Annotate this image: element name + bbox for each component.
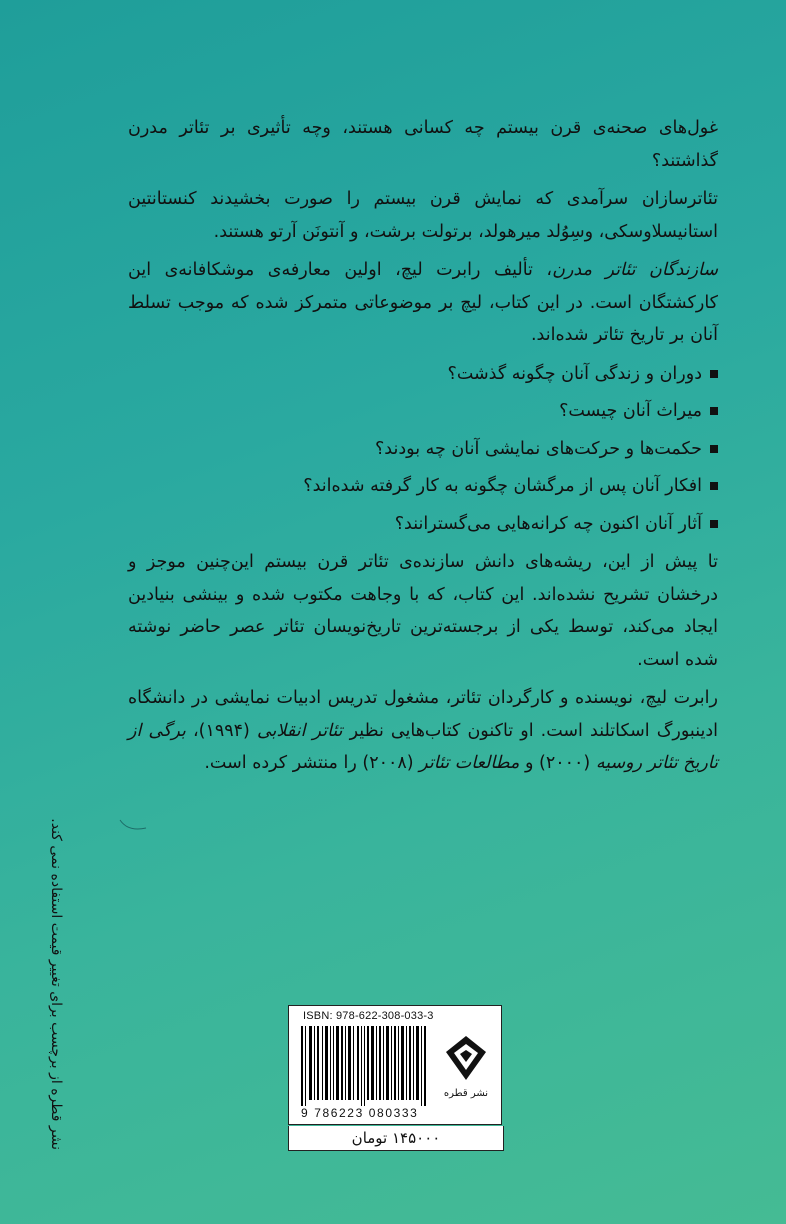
price-label: ۱۴۵۰۰۰ تومان (288, 1126, 504, 1151)
isbn-label: ISBN: 978-622-308-033-3 (303, 1010, 434, 1022)
list-item: آثار آنان اکنون چه کرانه‌هایی می‌گسترانند؟ (128, 508, 718, 541)
list-item: میراث آنان چیست؟ (128, 395, 718, 428)
book-title: سازندگان تئاتر مدرن (552, 260, 719, 280)
closing-paragraph: تا پیش از این، ریشه‌های دانش سازنده‌ی تئاتر قرن بیستم این‌چنین موجز و درخشان تشریح نشده‌اند. این کتاب، که با وجاهت مکتوب شده و بینشی بنیادین ایجاد می‌کند، توسط یکی از برجسته‌ترین تاریخ‌نویسان تئاتر عصر حاضر نوشته شده است. (128, 552, 718, 670)
book-summary-rest: ، تألیف رابرت لیچ، اولین معارفه‌ی موشکافانه‌ی این کارکشتگان است. در این کتاب، لیچ بر موضوعاتی متمرکز شده که موجب تسلط آنان بر تاریخ تئاتر شده‌اند. (128, 260, 718, 345)
square-bullet-icon (710, 370, 718, 378)
barcode-number: 9 786223 080333 (301, 1106, 419, 1120)
back-cover-text (128, 112, 718, 786)
square-bullet-icon (710, 445, 718, 453)
list-item: دوران و زندگی آنان چگونه گذشت؟ (128, 358, 718, 391)
book-title-theatre-studies: مطالعات تئاتر (419, 753, 520, 773)
book-title-russian-theatre: برگی از تاریخ تئاتر روسیه (128, 720, 718, 773)
barcode (301, 1026, 429, 1106)
barcode-box (288, 1005, 502, 1125)
publisher-logo-icon (444, 1034, 488, 1082)
publisher-name: نشر قطره (443, 1088, 489, 1099)
book-title-revolutionary-theatre: تئاتر انقلابی (256, 720, 343, 741)
intro-question: غول‌های صحنه‌ی قرن بیستم چه کسانی هستند، وچه تأثیری بر تئاتر مدرن گذاشتند؟ (128, 118, 718, 171)
price-label-note: نشر قطره از برچسب برای تغییر قیمت استفاده نمی کند. (48, 818, 64, 1150)
publisher-logo (439, 1034, 493, 1099)
square-bullet-icon (710, 520, 718, 528)
book-summary (128, 254, 718, 352)
square-bullet-icon (710, 407, 718, 415)
list-item: حکمت‌ها و حرکت‌های نمایشی آنان چه بودند؟ (128, 433, 718, 466)
author-bio: رابرت لیچ، نویسنده و کارگردان تئاتر، مشغول تدریس ادبیات نمایشی در دانشگاه ادینبورگ اسکاتلند است. او تاکنون کتاب‌هایی نظیر تئاتر انقلابی (۱۹۹۴)، برگی از تاریخ تئاتر روسیه (۲۰۰۰) و مطالعات تئاتر (۲۰۰۸) را منتشر کرده است. (128, 688, 718, 773)
square-bullet-icon (710, 482, 718, 490)
intro-paragraph: تئاترسازان سرآمدی که نمایش قرن بیستم را صورت بخشیدند کنستانتین استانیسلاوسکی، وسِوُلد میرهولد، برتولت برشت، و آنتونَن آرتو هستند. (128, 189, 718, 242)
list-item: افکار آنان پس از مرگشان چگونه به کار گرفته شده‌اند؟ (128, 470, 718, 503)
decorative-curve (118, 818, 148, 834)
question-list (128, 358, 718, 541)
